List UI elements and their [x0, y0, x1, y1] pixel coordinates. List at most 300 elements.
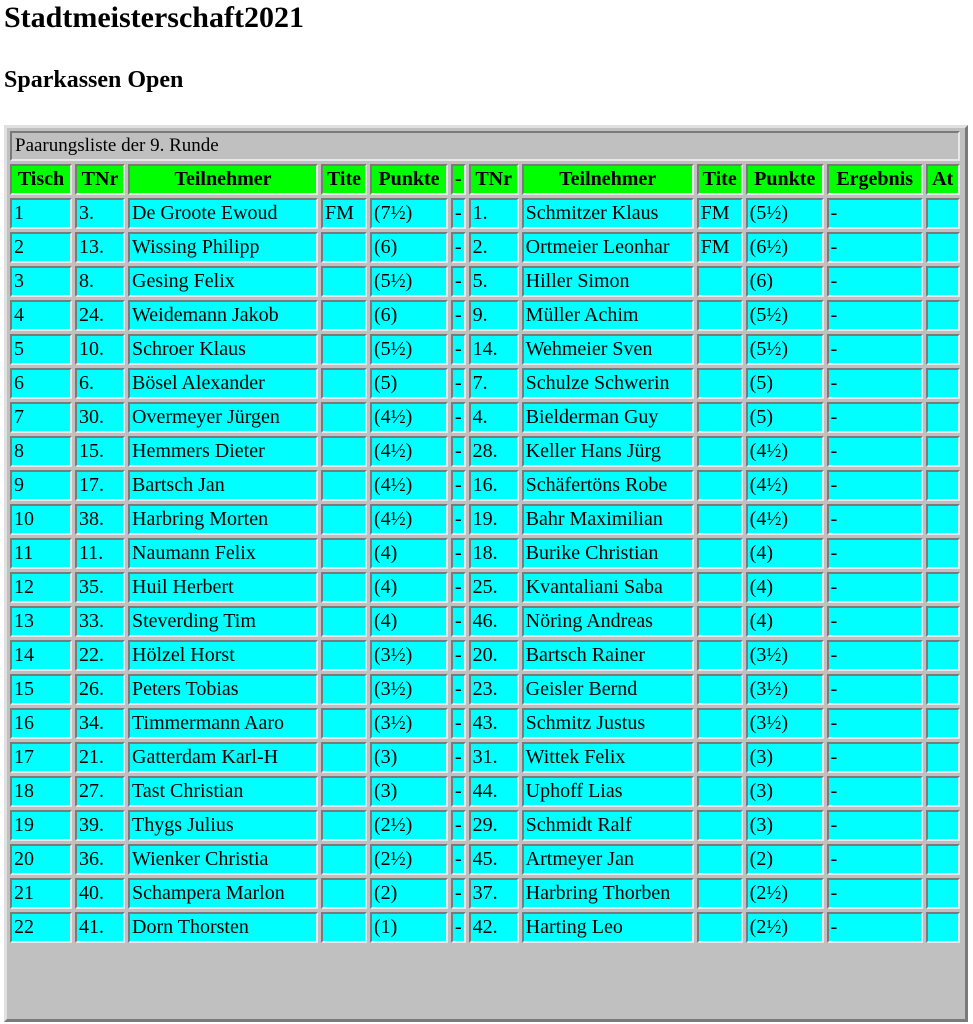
table-cell: (4½): [370, 402, 448, 433]
header-cell: Teilnehmer: [522, 164, 694, 195]
table-cell: (4): [746, 538, 824, 569]
table-cell: Bartsch Rainer: [522, 640, 694, 671]
table-cell: [321, 470, 367, 501]
table-cell: De Groote Ewoud: [128, 198, 318, 229]
table-cell: 7.: [469, 368, 519, 399]
table-cell: (5): [746, 402, 824, 433]
header-cell: TNr: [75, 164, 125, 195]
table-cell: 8: [10, 436, 72, 467]
table-cell: [321, 572, 367, 603]
caption-row: [10, 131, 960, 161]
table-cell: (2½): [370, 810, 448, 841]
table-cell: Wienker Christia: [128, 844, 318, 875]
table-cell: [321, 776, 367, 807]
table-row: [10, 844, 960, 875]
table-cell: [321, 606, 367, 637]
table-cell: [697, 708, 743, 739]
table-cell: [926, 436, 960, 467]
table-cell: -: [451, 300, 466, 331]
table-cell: 8.: [75, 266, 125, 297]
table-cell: (6): [370, 232, 448, 263]
table-cell: (2½): [746, 878, 824, 909]
table-cell: [321, 708, 367, 739]
table-cell: 1: [10, 198, 72, 229]
table-cell: [926, 538, 960, 569]
table-cell: -: [451, 402, 466, 433]
table-cell: 19.: [469, 504, 519, 535]
table-cell: [321, 402, 367, 433]
table-cell: Schroer Klaus: [128, 334, 318, 365]
table-cell: 4.: [469, 402, 519, 433]
table-cell: [321, 504, 367, 535]
table-cell: 15.: [75, 436, 125, 467]
table-cell: (2½): [370, 844, 448, 875]
table-cell: [926, 810, 960, 841]
table-caption: Paarungsliste der 9. Runde: [10, 131, 960, 161]
table-cell: 9.: [469, 300, 519, 331]
table-cell: Schäfertöns Robe: [522, 470, 694, 501]
table-cell: [697, 878, 743, 909]
table-cell: -: [827, 300, 923, 331]
table-cell: Harting Leo: [522, 912, 694, 943]
table-cell: -: [451, 572, 466, 603]
table-cell: -: [451, 742, 466, 773]
table-cell: 6: [10, 368, 72, 399]
table-cell: 22.: [75, 640, 125, 671]
table-cell: -: [827, 232, 923, 263]
table-cell: [697, 402, 743, 433]
table-cell: [321, 742, 367, 773]
table-row: [10, 538, 960, 569]
table-cell: Dorn Thorsten: [128, 912, 318, 943]
table-cell: (4): [370, 606, 448, 637]
table-cell: [697, 538, 743, 569]
table-cell: Geisler Bernd: [522, 674, 694, 705]
table-cell: 27.: [75, 776, 125, 807]
table-cell: 35.: [75, 572, 125, 603]
table-cell: [926, 912, 960, 943]
header-cell: Tisch: [10, 164, 72, 195]
table-cell: 6.: [75, 368, 125, 399]
table-cell: [697, 640, 743, 671]
table-row: [10, 334, 960, 365]
table-cell: (3): [746, 742, 824, 773]
table-cell: 26.: [75, 674, 125, 705]
table-cell: (4½): [746, 470, 824, 501]
table-cell: -: [827, 436, 923, 467]
table-row: [10, 198, 960, 229]
table-cell: Bielderman Guy: [522, 402, 694, 433]
table-cell: -: [451, 368, 466, 399]
table-cell: 44.: [469, 776, 519, 807]
table-cell: (2½): [746, 912, 824, 943]
table-cell: -: [827, 878, 923, 909]
table-cell: -: [827, 334, 923, 365]
table-cell: 40.: [75, 878, 125, 909]
table-cell: (3½): [746, 708, 824, 739]
table-cell: [697, 742, 743, 773]
pairings-table-frame: [4, 125, 968, 1022]
table-cell: -: [827, 402, 923, 433]
header-cell: Punkte: [746, 164, 824, 195]
table-cell: 10: [10, 504, 72, 535]
table-cell: 3.: [75, 198, 125, 229]
table-cell: [697, 606, 743, 637]
table-cell: Harbring Thorben: [522, 878, 694, 909]
header-cell: Tite: [697, 164, 743, 195]
table-cell: (3): [746, 776, 824, 807]
table-cell: [321, 334, 367, 365]
table-cell: 5.: [469, 266, 519, 297]
table-cell: (1): [370, 912, 448, 943]
table-cell: 13: [10, 606, 72, 637]
table-cell: [321, 912, 367, 943]
table-cell: [697, 810, 743, 841]
table-cell: 10.: [75, 334, 125, 365]
table-row: [10, 266, 960, 297]
table-cell: [697, 912, 743, 943]
table-cell: [926, 742, 960, 773]
table-cell: Wehmeier Sven: [522, 334, 694, 365]
table-cell: Schampera Marlon: [128, 878, 318, 909]
table-cell: [926, 640, 960, 671]
table-cell: -: [827, 742, 923, 773]
table-cell: Timmermann Aaro: [128, 708, 318, 739]
table-cell: [926, 572, 960, 603]
table-cell: -: [451, 878, 466, 909]
table-row: [10, 674, 960, 705]
table-cell: -: [827, 912, 923, 943]
table-cell: (3): [746, 810, 824, 841]
table-cell: Ortmeier Leonhar: [522, 232, 694, 263]
table-cell: -: [451, 470, 466, 501]
table-cell: Harbring Morten: [128, 504, 318, 535]
table-cell: Steverding Tim: [128, 606, 318, 637]
table-cell: [321, 878, 367, 909]
table-cell: 20: [10, 844, 72, 875]
table-cell: 18.: [469, 538, 519, 569]
table-row: [10, 572, 960, 603]
table-cell: [926, 844, 960, 875]
table-cell: [926, 708, 960, 739]
table-cell: Müller Achim: [522, 300, 694, 331]
table-cell: 21: [10, 878, 72, 909]
table-cell: 3: [10, 266, 72, 297]
table-cell: 23.: [469, 674, 519, 705]
table-cell: (4): [370, 538, 448, 569]
table-cell: [697, 674, 743, 705]
table-cell: 12: [10, 572, 72, 603]
table-row: [10, 776, 960, 807]
table-row: [10, 300, 960, 331]
table-cell: (4½): [370, 470, 448, 501]
table-cell: Hölzel Horst: [128, 640, 318, 671]
table-cell: [697, 844, 743, 875]
table-cell: Tast Christian: [128, 776, 318, 807]
table-cell: -: [827, 776, 923, 807]
table-cell: -: [827, 470, 923, 501]
table-cell: -: [451, 912, 466, 943]
table-cell: [321, 538, 367, 569]
table-cell: -: [827, 640, 923, 671]
table-cell: [321, 266, 367, 297]
table-cell: (3½): [370, 674, 448, 705]
table-cell: (3½): [370, 640, 448, 671]
table-cell: (4): [370, 572, 448, 603]
table-cell: 11: [10, 538, 72, 569]
table-cell: [697, 572, 743, 603]
table-cell: -: [451, 334, 466, 365]
table-cell: 14.: [469, 334, 519, 365]
table-cell: (2): [746, 844, 824, 875]
table-row: [10, 606, 960, 637]
table-cell: [926, 674, 960, 705]
table-cell: 15: [10, 674, 72, 705]
table-row: [10, 402, 960, 433]
table-cell: Schmitz Justus: [522, 708, 694, 739]
table-cell: 16: [10, 708, 72, 739]
table-cell: (5½): [370, 266, 448, 297]
table-cell: 29.: [469, 810, 519, 841]
table-row: [10, 912, 960, 943]
table-row: [10, 640, 960, 671]
table-cell: 34.: [75, 708, 125, 739]
table-row: [10, 810, 960, 841]
table-cell: -: [451, 198, 466, 229]
table-cell: [926, 504, 960, 535]
table-cell: 2: [10, 232, 72, 263]
table-cell: [321, 810, 367, 841]
table-cell: [321, 674, 367, 705]
table-cell: -: [827, 844, 923, 875]
table-cell: 30.: [75, 402, 125, 433]
table-cell: (3½): [746, 674, 824, 705]
table-cell: 37.: [469, 878, 519, 909]
table-cell: Bahr Maximilian: [522, 504, 694, 535]
table-cell: (3½): [746, 640, 824, 671]
table-cell: (3): [370, 776, 448, 807]
table-cell: [926, 776, 960, 807]
table-cell: (5½): [370, 334, 448, 365]
table-cell: (5): [370, 368, 448, 399]
table-cell: (5½): [746, 334, 824, 365]
table-cell: 39.: [75, 810, 125, 841]
table-cell: Schmitzer Klaus: [522, 198, 694, 229]
table-cell: 7: [10, 402, 72, 433]
table-cell: 46.: [469, 606, 519, 637]
table-cell: -: [451, 810, 466, 841]
table-cell: 20.: [469, 640, 519, 671]
table-cell: (5½): [746, 300, 824, 331]
table-cell: (3½): [370, 708, 448, 739]
table-cell: [697, 334, 743, 365]
table-cell: -: [451, 674, 466, 705]
table-cell: Uphoff Lias: [522, 776, 694, 807]
table-cell: Artmeyer Jan: [522, 844, 694, 875]
table-cell: 41.: [75, 912, 125, 943]
table-cell: [321, 232, 367, 263]
table-cell: 25.: [469, 572, 519, 603]
table-cell: -: [827, 810, 923, 841]
table-cell: 31.: [469, 742, 519, 773]
table-cell: Wissing Philipp: [128, 232, 318, 263]
table-cell: 17: [10, 742, 72, 773]
table-cell: Keller Hans Jürg: [522, 436, 694, 467]
table-cell: [926, 300, 960, 331]
table-cell: 45.: [469, 844, 519, 875]
table-cell: [321, 368, 367, 399]
table-cell: 18: [10, 776, 72, 807]
table-cell: (7½): [370, 198, 448, 229]
table-row: [10, 878, 960, 909]
table-cell: [697, 470, 743, 501]
table-cell: [926, 402, 960, 433]
table-cell: -: [451, 436, 466, 467]
table-cell: Schmidt Ralf: [522, 810, 694, 841]
table-cell: Hiller Simon: [522, 266, 694, 297]
table-cell: -: [451, 844, 466, 875]
table-cell: 43.: [469, 708, 519, 739]
header-cell: Ergebnis: [827, 164, 923, 195]
table-cell: Burike Christian: [522, 538, 694, 569]
table-cell: -: [451, 606, 466, 637]
table-cell: 36.: [75, 844, 125, 875]
table-cell: 14: [10, 640, 72, 671]
table-cell: Wittek Felix: [522, 742, 694, 773]
table-cell: -: [827, 504, 923, 535]
table-cell: [926, 470, 960, 501]
table-cell: (3): [370, 742, 448, 773]
table-row: [10, 470, 960, 501]
table-cell: Overmeyer Jürgen: [128, 402, 318, 433]
header-cell: TNr: [469, 164, 519, 195]
header-cell: Tite: [321, 164, 367, 195]
header-cell: Teilnehmer: [128, 164, 318, 195]
table-cell: Huil Herbert: [128, 572, 318, 603]
table-cell: (6): [370, 300, 448, 331]
header-cell: Punkte: [370, 164, 448, 195]
table-row: [10, 708, 960, 739]
table-cell: Weidemann Jakob: [128, 300, 318, 331]
table-cell: -: [827, 538, 923, 569]
table-cell: 24.: [75, 300, 125, 331]
table-cell: (5): [746, 368, 824, 399]
table-cell: [321, 640, 367, 671]
table-cell: (4½): [746, 504, 824, 535]
table-cell: -: [451, 504, 466, 535]
table-cell: 4: [10, 300, 72, 331]
table-cell: 17.: [75, 470, 125, 501]
table-cell: 16.: [469, 470, 519, 501]
table-cell: 5: [10, 334, 72, 365]
table-cell: -: [827, 266, 923, 297]
table-cell: [926, 232, 960, 263]
table-cell: -: [451, 640, 466, 671]
table-cell: [926, 368, 960, 399]
table-cell: 33.: [75, 606, 125, 637]
table-cell: (2): [370, 878, 448, 909]
table-cell: -: [451, 232, 466, 263]
table-cell: 22: [10, 912, 72, 943]
table-row: [10, 436, 960, 467]
header-row: [10, 164, 960, 195]
header-cell: At: [926, 164, 960, 195]
table-cell: [697, 436, 743, 467]
table-cell: 11.: [75, 538, 125, 569]
table-cell: 21.: [75, 742, 125, 773]
table-cell: [926, 198, 960, 229]
table-cell: Nöring Andreas: [522, 606, 694, 637]
table-cell: 1.: [469, 198, 519, 229]
table-cell: (4): [746, 606, 824, 637]
table-row: [10, 742, 960, 773]
table-cell: (4½): [370, 504, 448, 535]
table-cell: Hemmers Dieter: [128, 436, 318, 467]
pairings-table: [7, 128, 963, 946]
table-row: [10, 504, 960, 535]
table-cell: (6½): [746, 232, 824, 263]
table-cell: FM: [321, 198, 367, 229]
table-cell: [926, 266, 960, 297]
table-cell: 2.: [469, 232, 519, 263]
page-subtitle: Sparkassen Open: [4, 67, 184, 93]
table-cell: Peters Tobias: [128, 674, 318, 705]
table-cell: Schulze Schwerin: [522, 368, 694, 399]
table-cell: [926, 334, 960, 365]
table-cell: [321, 436, 367, 467]
table-cell: -: [827, 606, 923, 637]
table-cell: Bösel Alexander: [128, 368, 318, 399]
table-cell: (4½): [370, 436, 448, 467]
table-cell: -: [827, 368, 923, 399]
table-cell: -: [451, 538, 466, 569]
table-cell: 42.: [469, 912, 519, 943]
page-title: Stadtmeisterschaft2021: [4, 1, 304, 34]
table-cell: [321, 300, 367, 331]
table-cell: -: [451, 776, 466, 807]
table-cell: -: [827, 708, 923, 739]
table-cell: [926, 878, 960, 909]
table-row: [10, 368, 960, 399]
table-cell: Gesing Felix: [128, 266, 318, 297]
table-cell: (6): [746, 266, 824, 297]
table-cell: Bartsch Jan: [128, 470, 318, 501]
table-cell: 28.: [469, 436, 519, 467]
table-cell: Kvantaliani Saba: [522, 572, 694, 603]
table-cell: (5½): [746, 198, 824, 229]
table-cell: -: [451, 708, 466, 739]
table-cell: [697, 300, 743, 331]
table-row: [10, 232, 960, 263]
table-cell: -: [827, 572, 923, 603]
table-cell: (4): [746, 572, 824, 603]
table-cell: [697, 266, 743, 297]
table-cell: FM: [697, 232, 743, 263]
header-cell: -: [451, 164, 466, 195]
table-cell: -: [827, 674, 923, 705]
table-cell: [697, 776, 743, 807]
table-cell: Gatterdam Karl-H: [128, 742, 318, 773]
table-cell: Thygs Julius: [128, 810, 318, 841]
table-cell: 9: [10, 470, 72, 501]
table-cell: 13.: [75, 232, 125, 263]
table-cell: FM: [697, 198, 743, 229]
table-cell: -: [827, 198, 923, 229]
table-cell: [926, 606, 960, 637]
table-cell: [697, 368, 743, 399]
table-cell: (4½): [746, 436, 824, 467]
table-cell: 19: [10, 810, 72, 841]
